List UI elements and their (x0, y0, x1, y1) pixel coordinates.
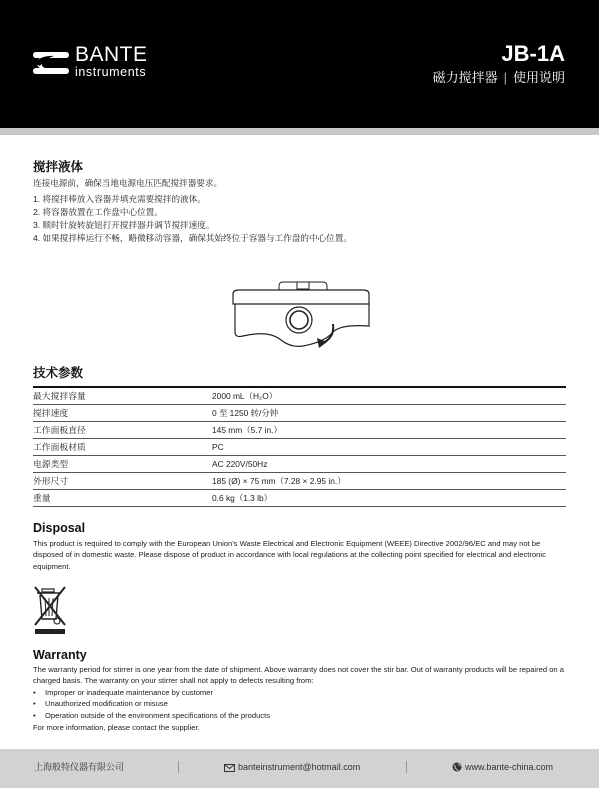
list-item: • Unauthorized modification or misuse (33, 698, 270, 709)
footer-company: 上海般特仪器有限公司 (34, 762, 125, 772)
disposal-text: This product is required to comply with the European Union's Waste Electrical and Electronic Equipment (WEEE) Directive 2002/96/EC and may not be disposed of in domestic waste. Please dispose of product in accordance with local regulations at the collecting point specified for electrical and electronic equipment. (33, 539, 546, 571)
stir-step: 2. 将容器放置在工作盘中心位置。 (33, 207, 163, 217)
footer-divider (178, 761, 179, 773)
table-row (33, 421, 566, 438)
spec-key: 搅拌速度 (33, 404, 212, 421)
table-row (33, 489, 566, 506)
spec-key: 工作面板直径 (33, 421, 212, 438)
stir-step: 3. 顺时针旋转旋钮打开搅拌器并调节搅拌速度。 (33, 220, 215, 230)
spec-value: 0.6 kg（1.3 lb） (212, 489, 566, 506)
footer-divider (406, 761, 407, 773)
table-row (33, 455, 566, 472)
footer-website[interactable] (452, 761, 553, 773)
weee-bin-icon (33, 583, 69, 635)
subtitle-separator: | (503, 70, 507, 85)
stir-step: 4. 如果搅拌棒运行不畅，略微移动容器，确保其始终位于容器与工作盘的中心位置。 (33, 233, 352, 243)
stirrer-knob-illustration (229, 276, 373, 358)
table-row (33, 438, 566, 455)
stir-intro: 连接电源前，确保当地电源电压匹配搅拌器要求。 (33, 178, 223, 188)
warranty-title: Warranty (33, 648, 87, 662)
spec-section-title: 技术参数 (33, 366, 84, 380)
footer-email[interactable] (224, 761, 360, 773)
envelope-icon (224, 764, 235, 772)
page-footer (0, 749, 599, 788)
header-band (0, 128, 599, 135)
warranty-text: The warranty period for stirrer is one year from the date of shipment. Above warranty does not cover the stir bar. Out of warranty products will be repaired on a charged basis. The warranty on your stirrer shall not apply to defects resulting from: (33, 665, 564, 686)
spec-key: 电源类型 (33, 455, 212, 472)
spec-value: 185 (Ø) × 75 mm（7.28 × 2.95 in.） (212, 472, 566, 489)
list-item: • Improper or inadequate maintenance by customer (33, 687, 270, 698)
spec-key: 工作面板材质 (33, 438, 212, 455)
spec-key: 最大搅拌容量 (33, 387, 212, 404)
brand-sub: instruments (75, 65, 147, 79)
brand-name: BANTE (75, 43, 148, 66)
spec-value: 0 至 1250 转/分钟 (212, 404, 566, 421)
spec-key: 外形尺寸 (33, 472, 212, 489)
bante-swoosh-icon (32, 46, 72, 80)
warranty-exclusions (33, 687, 270, 721)
table-row (33, 404, 566, 421)
stir-steps (33, 193, 352, 245)
spec-value: 2000 mL（H₂O） (212, 387, 566, 404)
table-row (33, 387, 566, 404)
bante-logo (32, 44, 182, 84)
subtitle-manual: 使用说明 (512, 70, 565, 85)
model-number: JB-1A (501, 41, 565, 66)
footer-email-text: banteinstrument@hotmail.com (238, 762, 361, 772)
spec-value: AC 220V/50Hz (212, 455, 566, 472)
page-header (0, 0, 599, 128)
list-item: • Operation outside of the environment specifications of the products (33, 710, 270, 721)
stir-section-title: 搅拌液体 (33, 160, 84, 174)
disposal-title: Disposal (33, 521, 86, 535)
stir-step: 1. 将搅拌棒放入容器并填充需要搅拌的液体。 (33, 194, 206, 204)
spec-value: 145 mm（5.7 in.） (212, 421, 566, 438)
warranty-contact: For more information, please contact the supplier. (33, 723, 200, 732)
footer-website-text: www.bante-china.com (465, 762, 554, 772)
spec-value: PC (212, 438, 566, 455)
table-row (33, 472, 566, 489)
subtitle-product: 磁力搅拌器 (432, 70, 498, 85)
spec-table (33, 386, 566, 507)
globe-icon (452, 762, 462, 772)
spec-key: 重量 (33, 489, 212, 506)
document-subtitle (433, 70, 565, 86)
